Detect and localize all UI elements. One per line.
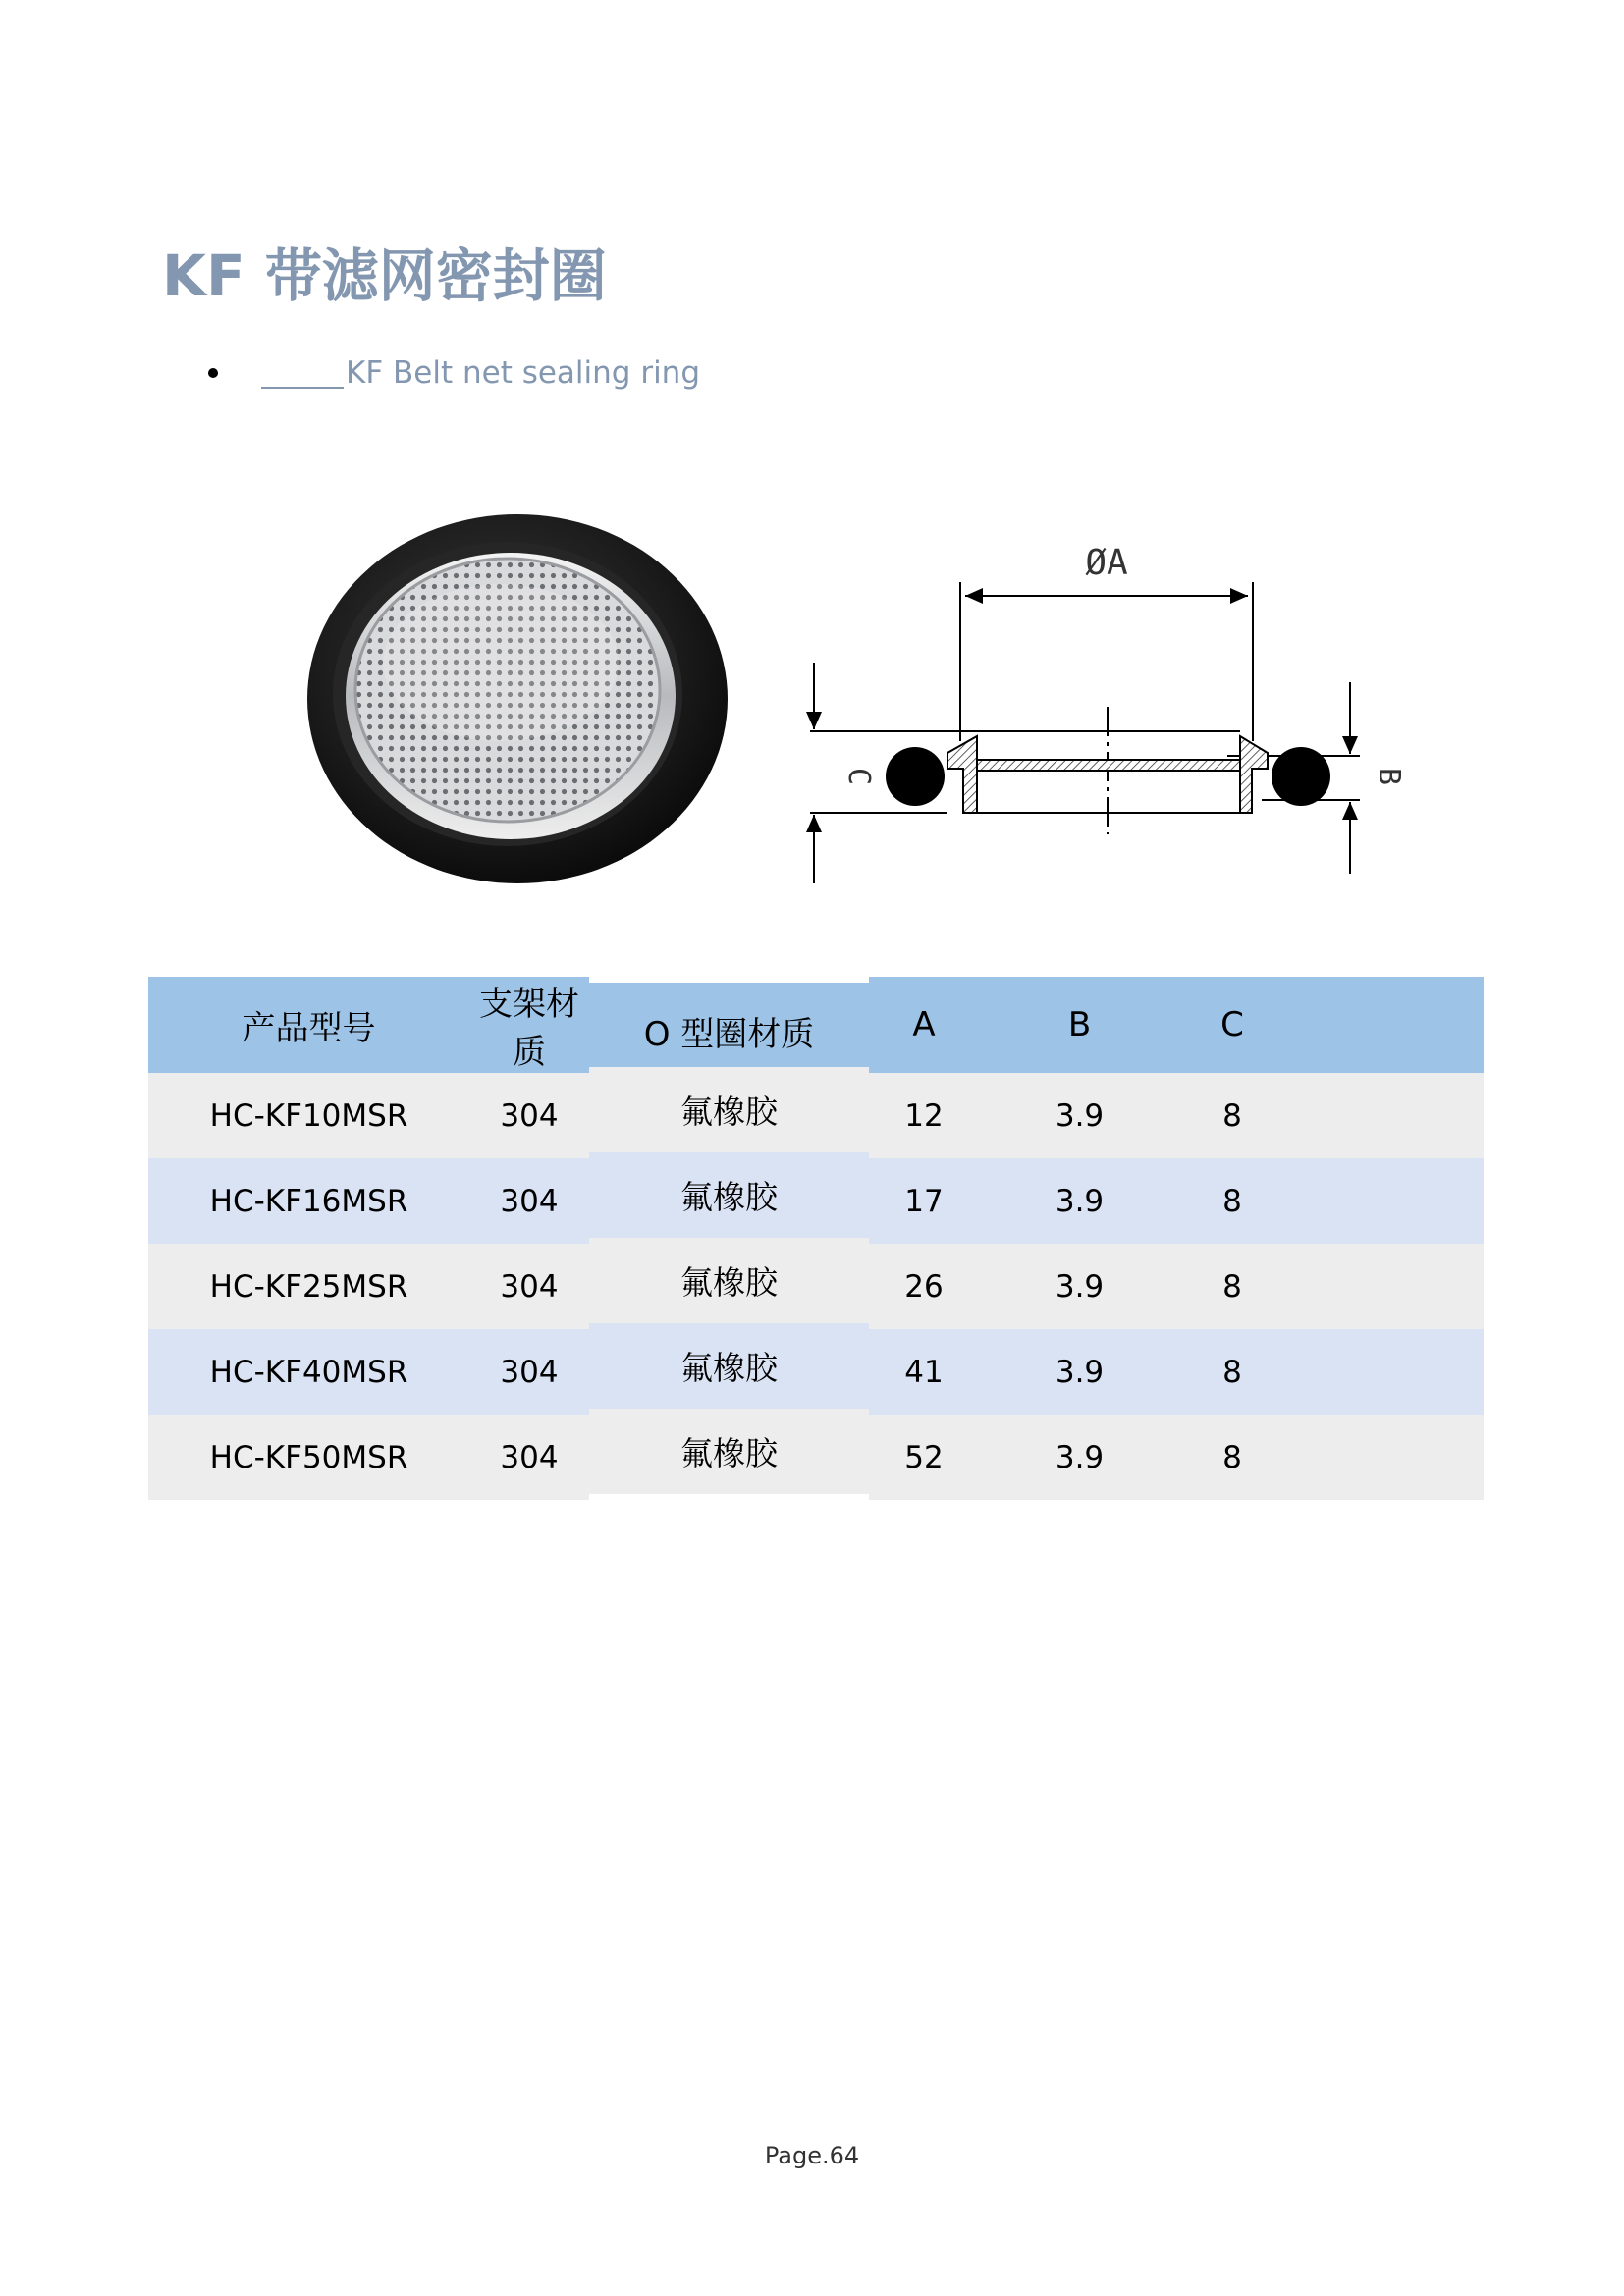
subtitle: KF Belt net sealing ring (346, 355, 701, 391)
table-row (148, 1415, 1484, 1500)
cell-b: 3.9 (1055, 1439, 1105, 1475)
oring-section-left (886, 747, 945, 806)
cell-model: HC-KF40MSR (209, 1354, 408, 1390)
header-frame-material: 支架材质 (479, 985, 579, 1072)
cell-spacer (1284, 1329, 1484, 1415)
header-c: C (1220, 1005, 1244, 1044)
product-photo (299, 506, 741, 893)
dimension-c-label: C (841, 767, 876, 786)
header-model: 产品型号 (242, 1008, 376, 1048)
table-row (148, 1329, 1484, 1415)
cell-a: 17 (904, 1183, 944, 1219)
cell-oring-material: 氟橡胶 (680, 1349, 778, 1387)
cell-b: 3.9 (1055, 1097, 1105, 1134)
spec-table (148, 977, 1484, 1500)
cell-b: 3.9 (1055, 1183, 1105, 1219)
cell-spacer (1284, 1415, 1484, 1500)
table-row (148, 1244, 1484, 1329)
cell-spacer (1284, 1158, 1484, 1244)
cell-a: 26 (904, 1268, 944, 1305)
cell-frame-material: 304 (500, 1439, 559, 1475)
underline-blank (261, 357, 344, 389)
header-a: A (912, 1005, 936, 1044)
table-header-row (148, 977, 1484, 1073)
cell-frame-material: 304 (500, 1354, 559, 1390)
header-b: B (1067, 1005, 1092, 1044)
cell-spacer (1284, 1244, 1484, 1329)
cell-model: HC-KF25MSR (209, 1268, 408, 1305)
cell-model: HC-KF10MSR (209, 1097, 408, 1134)
table-row (148, 1073, 1484, 1158)
table-row (148, 1158, 1484, 1244)
cell-spacer (1284, 1073, 1484, 1158)
header-spacer (1284, 977, 1484, 1073)
cell-oring-material: 氟橡胶 (680, 1178, 778, 1216)
cell-a: 52 (904, 1439, 944, 1475)
bullet-icon (208, 368, 218, 378)
cell-model: HC-KF50MSR (209, 1439, 408, 1475)
cell-a: 41 (904, 1354, 944, 1390)
cell-frame-material: 304 (500, 1183, 559, 1219)
dimension-a-label: ØA (1085, 543, 1128, 583)
cell-b: 3.9 (1055, 1268, 1105, 1305)
cell-model: HC-KF16MSR (209, 1183, 408, 1219)
cell-oring-material: 氟橡胶 (680, 1093, 778, 1131)
page-number: Page.64 (764, 2142, 860, 2169)
page-title: KF 带滤网密封圈 (162, 242, 607, 309)
cell-c: 8 (1222, 1097, 1242, 1134)
cell-a: 12 (904, 1097, 944, 1134)
cell-oring-material: 氟橡胶 (680, 1263, 778, 1302)
oring-section-right (1272, 747, 1330, 806)
cell-c: 8 (1222, 1439, 1242, 1475)
cell-c: 8 (1222, 1183, 1242, 1219)
cell-b: 3.9 (1055, 1354, 1105, 1390)
cell-c: 8 (1222, 1268, 1242, 1305)
cell-c: 8 (1222, 1354, 1242, 1390)
cell-frame-material: 304 (500, 1097, 559, 1134)
cell-oring-material: 氟橡胶 (680, 1434, 778, 1472)
cross-section-drawing (790, 535, 1419, 893)
header-oring-material: O 型圈材质 (643, 1014, 815, 1054)
subtitle-row (208, 348, 700, 398)
cell-frame-material: 304 (500, 1268, 559, 1305)
dimension-b-label: B (1372, 767, 1406, 786)
